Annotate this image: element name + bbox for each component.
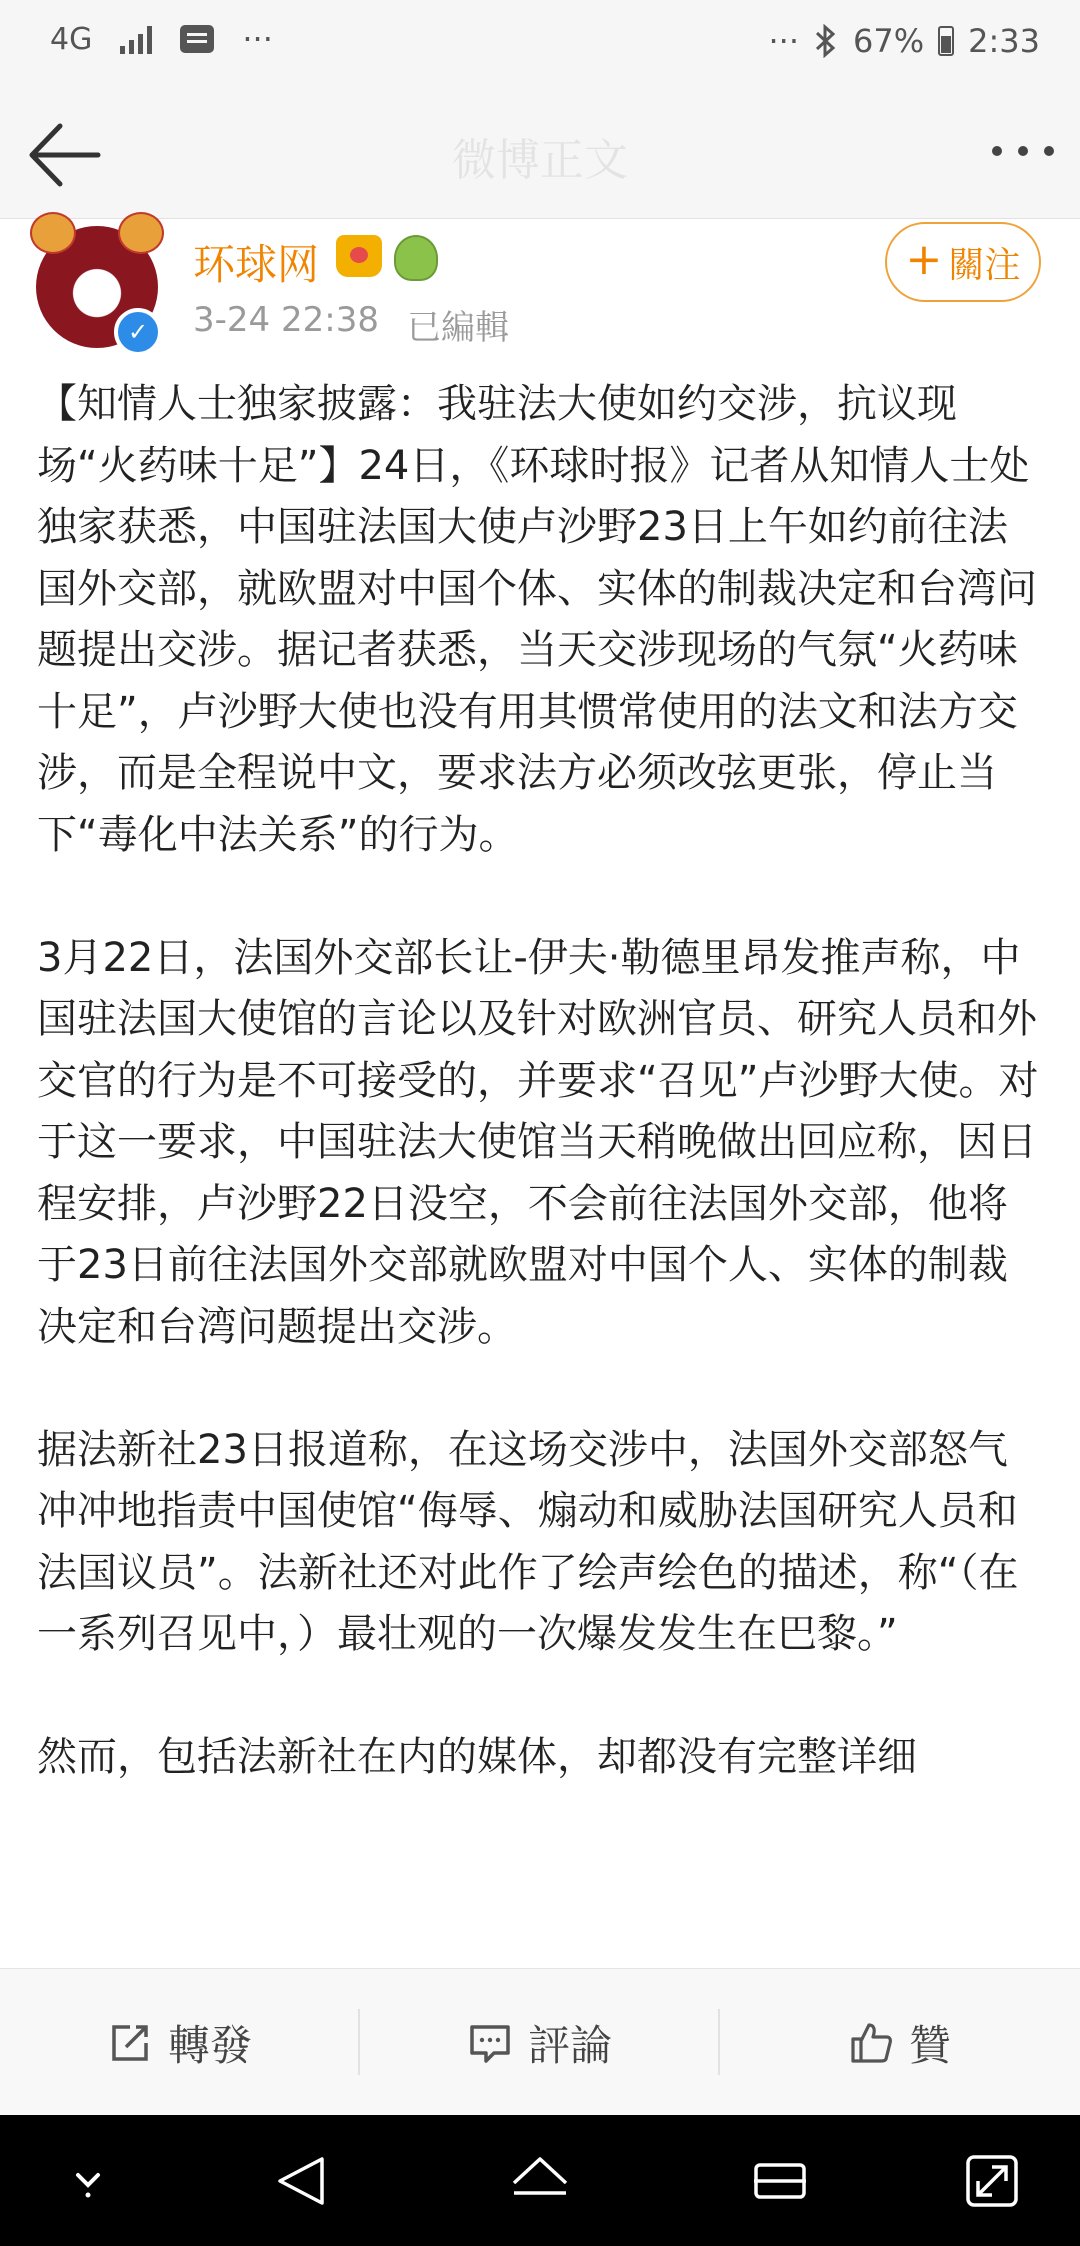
comment-icon <box>468 2021 512 2065</box>
follow-label: 關注 <box>948 244 1021 286</box>
recents-nav-icon[interactable] <box>750 2151 810 2211</box>
more-status-icon: ··· <box>768 22 800 60</box>
comment-label: 評論 <box>527 2020 612 2070</box>
like-button[interactable] <box>720 1969 1080 2116</box>
bluetooth-icon <box>813 24 839 58</box>
like-label: 贊 <box>908 2020 951 2070</box>
keyboard-hide-icon[interactable] <box>58 2151 118 2211</box>
follow-button[interactable] <box>885 222 1041 302</box>
post-paragraph: 据法新社23日报道称，在这场交涉中，法国外交部怒气冲冲地指责中国使馆“侮辱、煽动和威胁法国研究人员和法国议员”。法新社还对此作了绘声绘色的描述，称“（在一系列召见中，）最壮观的一次爆发发生在巴黎。” <box>37 1426 1019 1657</box>
repost-label: 轉發 <box>167 2020 252 2070</box>
post-body <box>37 374 1047 1850</box>
system-nav-bar <box>0 2115 1080 2246</box>
author-badges <box>336 235 438 281</box>
avatar-decoration-icon <box>30 212 164 252</box>
clock: 2:33 <box>968 22 1040 60</box>
battery-icon <box>938 26 954 56</box>
author-name[interactable]: 环球网 <box>193 240 320 289</box>
post-paragraph: 然而，包括法新社在内的媒体，却都没有完整详细 <box>37 1734 917 1780</box>
post-paragraph: 【知情人士独家披露：我驻法大使如约交涉，抗议现场“火药味十足”】24日，《环球时报》记者从知情人士处独家获悉，中国驻法国大使卢沙野23日上午如约前往法国外交部，就欧盟对中国个体、实体的制裁决定和台湾问题提出交涉。据记者获悉，当天交涉现场的气氛“火药味十足”，卢沙野大使也没有用其惯常使用的法文和法方交涉，而是全程说中文，要求法方必须改弦更张，停止当下“毒化中法关系”的行为。 <box>37 381 1037 858</box>
more-notifications-icon: ··· <box>242 20 273 58</box>
network-indicator: 4G <box>50 21 93 57</box>
more-options-icon[interactable] <box>992 146 1054 156</box>
thumbs-up-icon <box>849 2021 893 2065</box>
page-header <box>0 90 1080 219</box>
status-bar <box>0 0 1080 90</box>
crown-badge-icon[interactable] <box>336 235 382 277</box>
post-meta <box>193 300 509 349</box>
signal-icon <box>120 24 152 54</box>
plus-icon: + <box>905 234 943 285</box>
action-bar <box>0 1968 1080 2116</box>
edited-label: 已編輯 <box>406 308 509 348</box>
home-nav-icon[interactable] <box>510 2151 570 2211</box>
back-nav-icon[interactable] <box>272 2151 332 2211</box>
expand-screen-icon[interactable] <box>962 2151 1022 2211</box>
repost-button[interactable] <box>0 1969 360 2116</box>
message-icon <box>180 25 214 53</box>
mascot-badge-icon[interactable] <box>394 235 438 281</box>
page-title: 微博正文 <box>452 135 628 186</box>
post-paragraph: 3月22日，法国外交部长让-伊夫·勒德里昂发推声称，中国驻法国大使馆的言论以及针对欧洲官员、研究人员和外交官的行为是不可接受的，并要求“召见”卢沙野大使。对于这一要求，中国驻法大使馆当天稍晚做出回应称，因日程安排，卢沙野22日没空，不会前往法国外交部，他将于23日前往法国外交部就欧盟对中国个人、实体的制裁决定和台湾问题提出交涉。 <box>37 934 1039 1350</box>
comment-button[interactable] <box>360 1969 720 2116</box>
post-timestamp: 3-24 22:38 <box>193 300 379 340</box>
verified-badge-icon: ✓ <box>114 308 162 356</box>
repost-icon <box>108 2021 152 2065</box>
battery-percent: 67% <box>853 22 925 60</box>
